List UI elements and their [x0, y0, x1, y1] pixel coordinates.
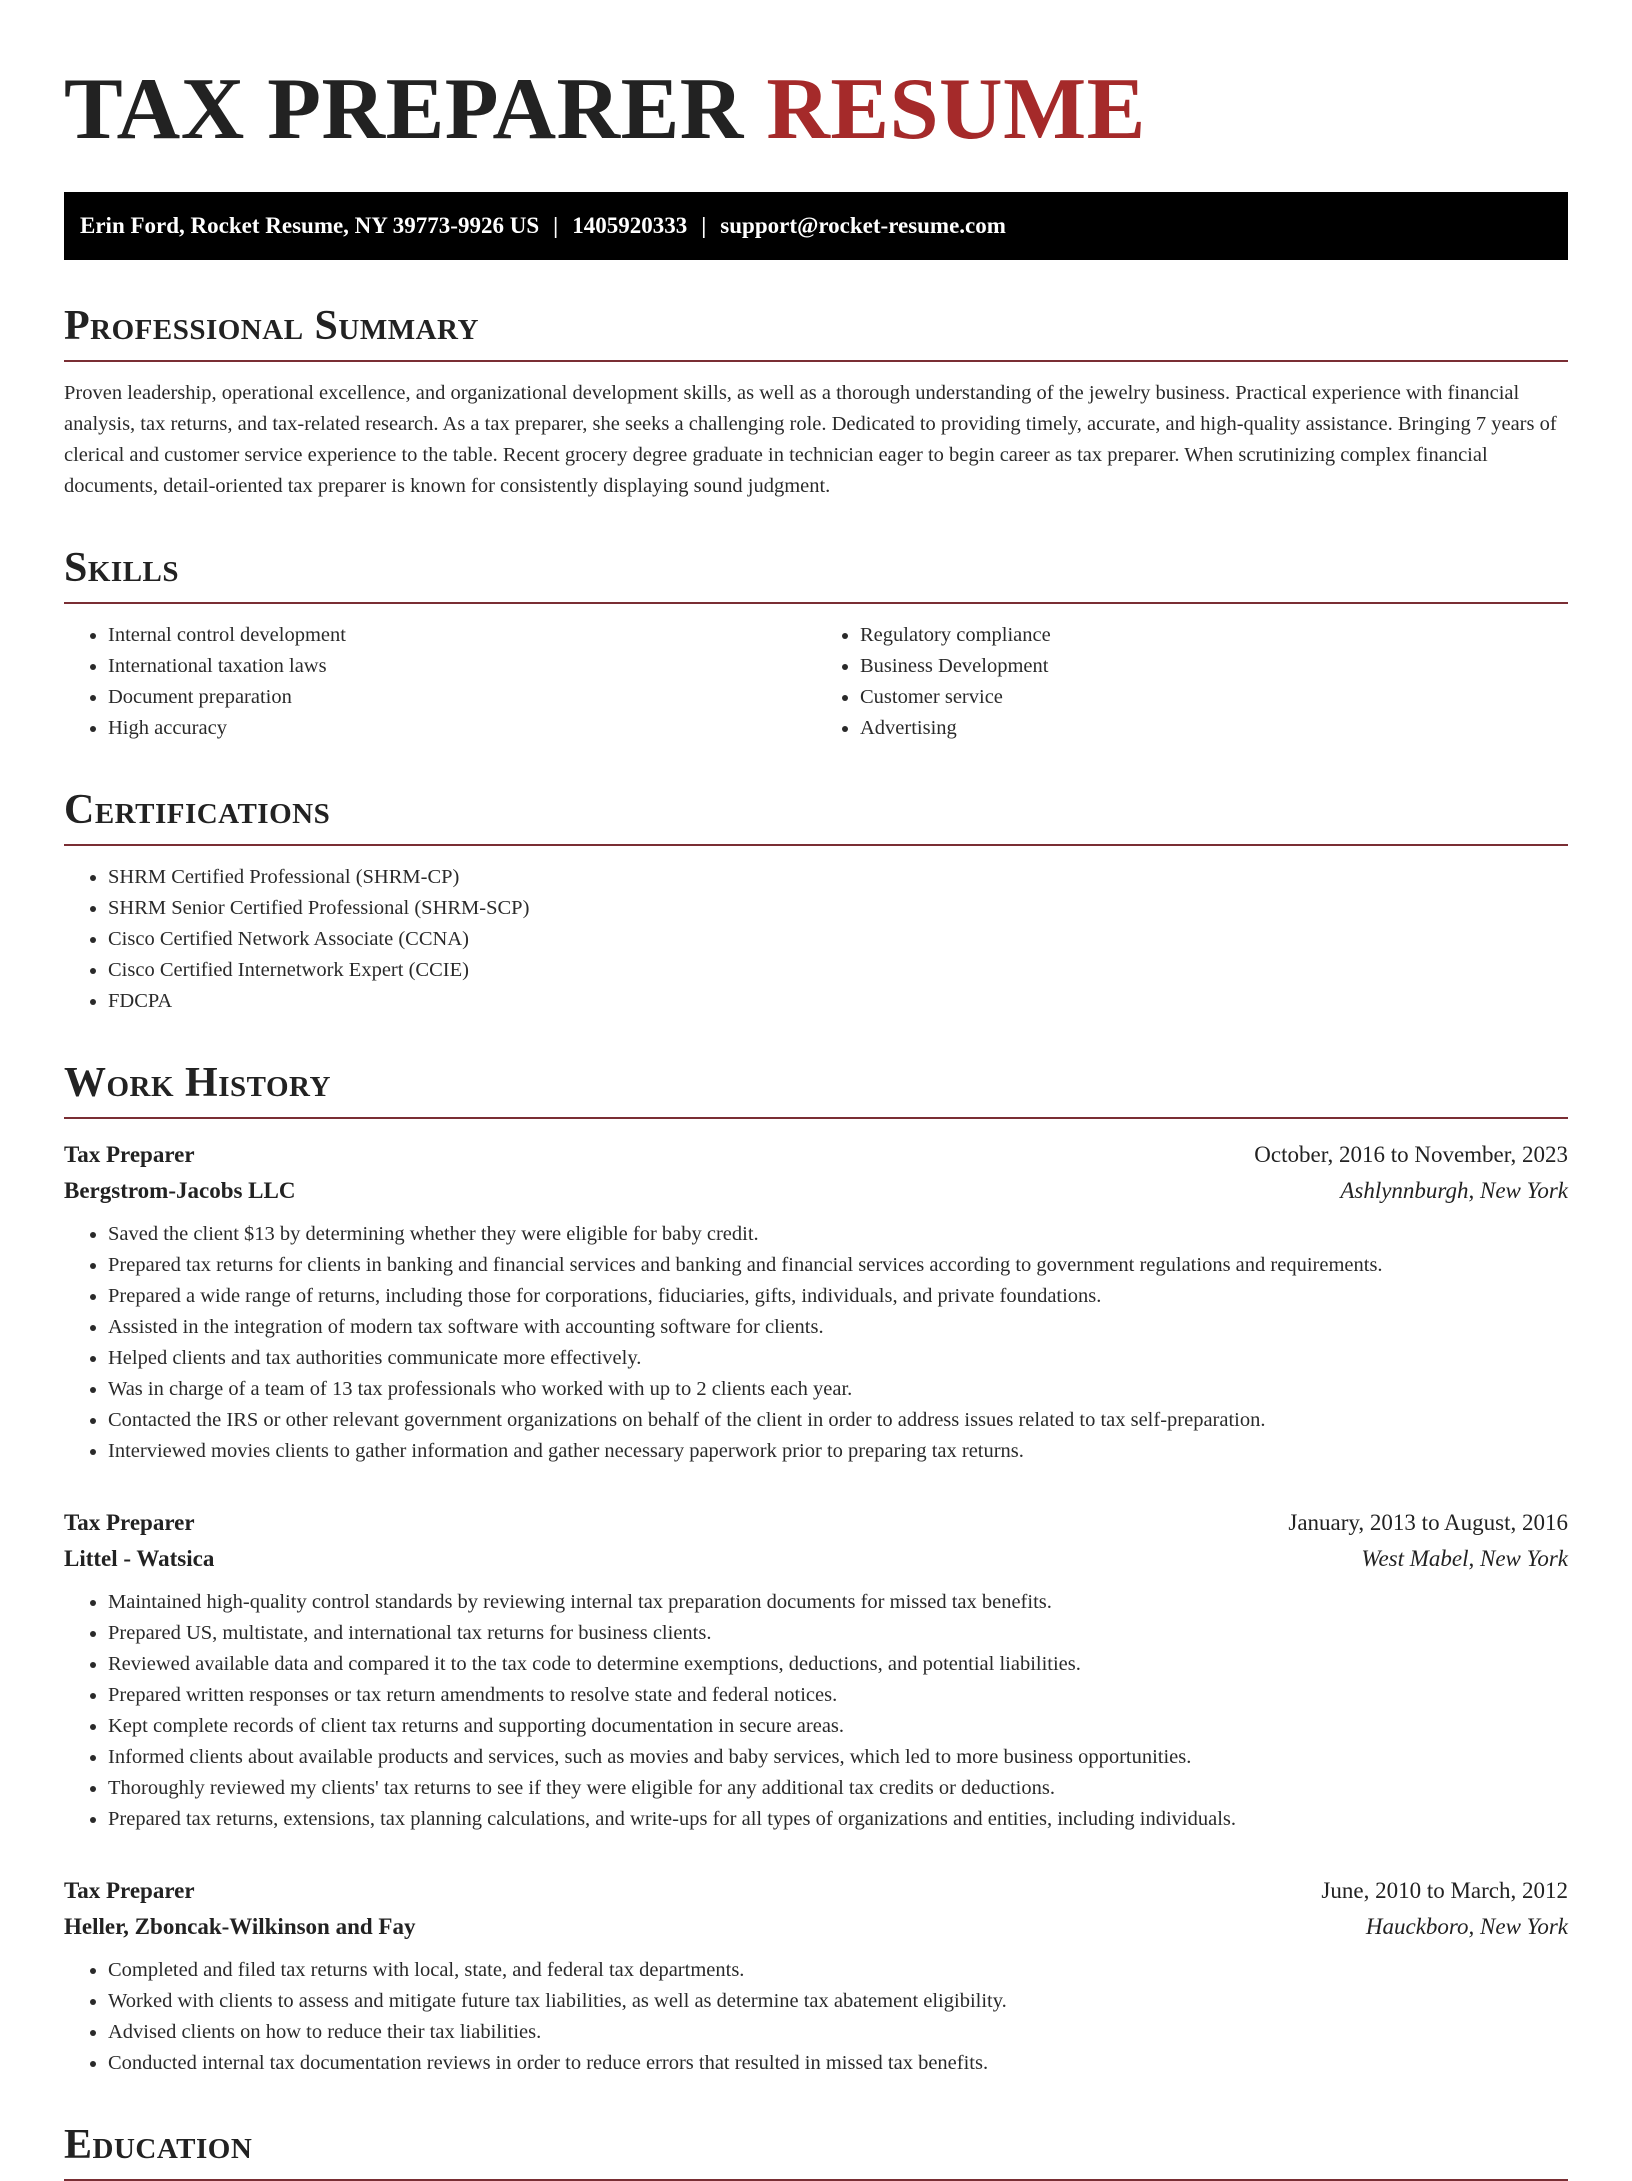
- job-bullet: • Prepared tax returns for clients in banking and financial services and banking and financial services according to government regulations and requirements.: [108, 1250, 1568, 1281]
- job-bullet: • Interviewed movies clients to gather information and gather necessary paperwork prior to preparing tax returns.: [108, 1436, 1568, 1467]
- education-heading: Education: [64, 2123, 1568, 2181]
- contact-address: Erin Ford, Rocket Resume, NY 39773-9926 US: [80, 213, 540, 238]
- job-bullet: • Saved the client $13 by determining whether they were eligible for baby credit.: [108, 1219, 1568, 1250]
- job-title: Tax Preparer: [64, 1878, 195, 1904]
- job-entry: [64, 1505, 1568, 1835]
- job-bullet: • Completed and filed tax returns with local, state, and federal tax departments.: [108, 1955, 1568, 1986]
- job-location: Ashlynnburgh, New York: [1340, 1178, 1568, 1204]
- job-header-row: [64, 1505, 1568, 1541]
- skill-item: • International taxation laws: [108, 651, 816, 682]
- job-bullet: • Thoroughly reviewed my clients' tax returns to see if they were eligible for any additional tax credits or deductions.: [108, 1773, 1568, 1804]
- certification-item: • SHRM Certified Professional (SHRM-CP): [108, 862, 1568, 893]
- job-bullet: • Helped clients and tax authorities communicate more effectively.: [108, 1343, 1568, 1374]
- job-bullets: [64, 1955, 1568, 2079]
- job-bullet: • Prepared a wide range of returns, including those for corporations, fiduciaries, gifts, individuals, and private foundations.: [108, 1281, 1568, 1312]
- job-entry: [64, 1873, 1568, 2079]
- certification-item: • Cisco Certified Network Associate (CCNA): [108, 924, 1568, 955]
- skills-columns: [64, 604, 1568, 744]
- contact-separator: |: [701, 213, 707, 238]
- skill-item: • Customer service: [860, 682, 1568, 713]
- job-entry: [64, 1137, 1568, 1467]
- skill-item: • Business Development: [860, 651, 1568, 682]
- skills-right-list: [816, 620, 1568, 744]
- job-bullets: [64, 1219, 1568, 1467]
- title-main: TAX PREPARER: [64, 61, 744, 158]
- certification-item: • Cisco Certified Internetwork Expert (CCIE): [108, 955, 1568, 986]
- job-bullet: • Prepared written responses or tax return amendments to resolve state and federal notices.: [108, 1680, 1568, 1711]
- job-bullet: • Contacted the IRS or other relevant government organizations on behalf of the client in order to address issues related to tax self-preparation.: [108, 1405, 1568, 1436]
- job-company-row: [64, 1541, 1568, 1577]
- job-bullet: • Advised clients on how to reduce their tax liabilities.: [108, 2017, 1568, 2048]
- job-dates: January, 2013 to August, 2016: [1288, 1510, 1568, 1536]
- certifications-heading: Certifications: [64, 788, 1568, 846]
- contact-email: support@rocket-resume.com: [720, 213, 1006, 238]
- certification-item: • FDCPA: [108, 986, 1568, 1017]
- job-bullets: [64, 1587, 1568, 1835]
- job-location: Hauckboro, New York: [1365, 1914, 1568, 1940]
- job-location: West Mabel, New York: [1361, 1546, 1568, 1572]
- job-bullet: • Conducted internal tax documentation reviews in order to reduce errors that resulted in missed tax benefits.: [108, 2048, 1568, 2079]
- job-bullet: • Informed clients about available products and services, such as movies and baby services, which led to more business opportunities.: [108, 1742, 1568, 1773]
- contact-bar: [64, 192, 1568, 260]
- contact-separator: |: [553, 213, 559, 238]
- certifications-list: [64, 862, 1568, 1017]
- job-bullet: • Reviewed available data and compared it to the tax code to determine exemptions, deductions, and potential liabilities.: [108, 1649, 1568, 1680]
- job-company: Heller, Zboncak-Wilkinson and Fay: [64, 1914, 416, 1940]
- certification-item: • SHRM Senior Certified Professional (SHRM-SCP): [108, 893, 1568, 924]
- job-header-row: [64, 1137, 1568, 1173]
- summary-heading: Professional Summary: [64, 304, 1568, 362]
- job-dates: October, 2016 to November, 2023: [1254, 1142, 1568, 1168]
- skill-item: • Document preparation: [108, 682, 816, 713]
- contact-phone: 1405920333: [572, 213, 688, 238]
- job-company: Littel - Watsica: [64, 1546, 215, 1572]
- job-title: Tax Preparer: [64, 1142, 195, 1168]
- job-header-row: [64, 1873, 1568, 1909]
- job-bullet: • Kept complete records of client tax returns and supporting documentation in secure areas.: [108, 1711, 1568, 1742]
- job-bullet: • Prepared tax returns, extensions, tax planning calculations, and write-ups for all types of organizations and entities, including individuals.: [108, 1804, 1568, 1835]
- summary-text: Proven leadership, operational excellence, and organizational development skills, as well as a thorough understanding of the jewelry business. Practical experience with financial analysis, tax returns, and tax-related research. As a tax preparer, she seeks a challenging role. Dedicated to providing timely, accurate, and high-quality assistance. Bringing 7 years of clerical and customer service experience to the table. Recent grocery degree graduate in technician eager to begin career as tax preparer. When scrutinizing complex financial documents, detail-oriented tax preparer is known for consistently displaying sound judgment.: [64, 382, 1557, 498]
- skill-item: • Advertising: [860, 713, 1568, 744]
- skills-left-list: [64, 620, 816, 744]
- job-company-row: [64, 1173, 1568, 1209]
- skills-heading: Skills: [64, 546, 1568, 604]
- skill-item: • Regulatory compliance: [860, 620, 1568, 651]
- skill-item: • Internal control development: [108, 620, 816, 651]
- job-bullet: • Prepared US, multistate, and international tax returns for business clients.: [108, 1618, 1568, 1649]
- skill-item: • High accuracy: [108, 713, 816, 744]
- work-history-heading: Work History: [64, 1061, 1568, 1119]
- resume-title: [64, 56, 1568, 158]
- job-dates: June, 2010 to March, 2012: [1321, 1878, 1568, 1904]
- job-company-row: [64, 1909, 1568, 1945]
- job-bullet: • Worked with clients to assess and mitigate future tax liabilities, as well as determine tax abatement eligibility.: [108, 1986, 1568, 2017]
- job-bullet: • Assisted in the integration of modern tax software with accounting software for clients.: [108, 1312, 1568, 1343]
- job-bullet: • Maintained high-quality control standards by reviewing internal tax preparation documents for missed tax benefits.: [108, 1587, 1568, 1618]
- job-title: Tax Preparer: [64, 1510, 195, 1536]
- job-company: Bergstrom-Jacobs LLC: [64, 1178, 296, 1204]
- job-bullet: • Was in charge of a team of 13 tax professionals who worked with up to 2 clients each year.: [108, 1374, 1568, 1405]
- title-accent: RESUME: [766, 61, 1146, 158]
